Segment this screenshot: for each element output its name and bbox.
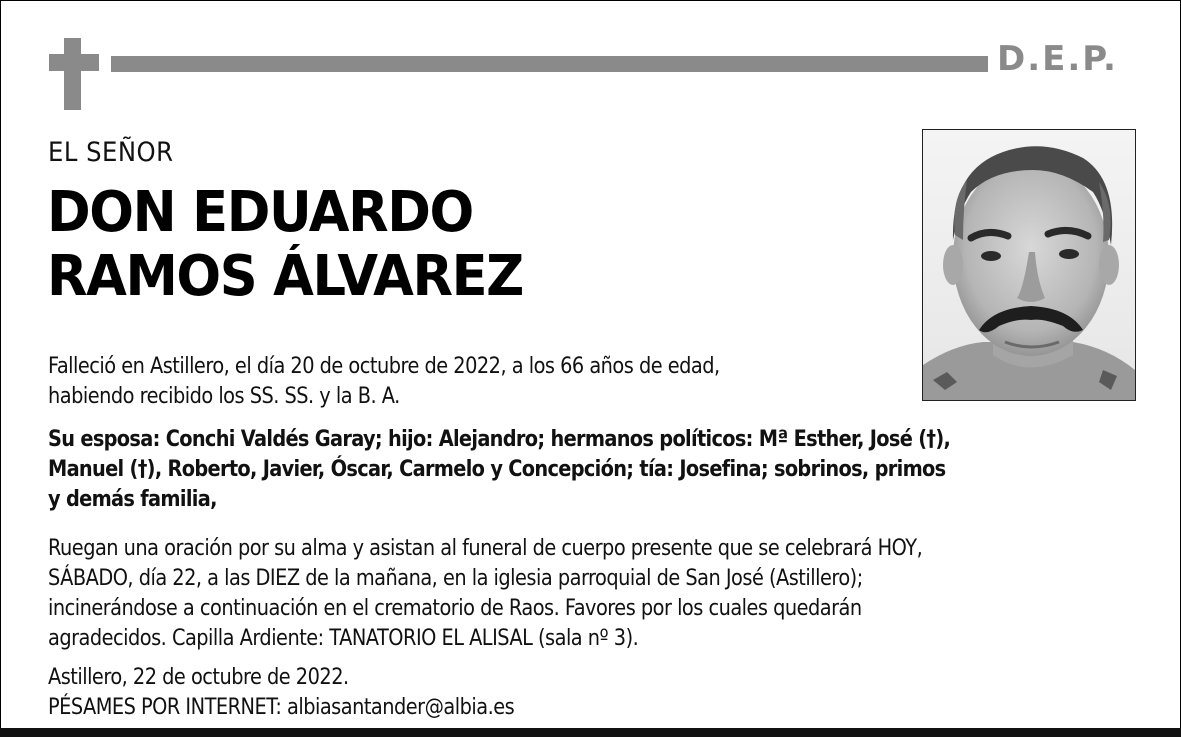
honorific: EL SEÑOR	[48, 137, 174, 168]
closing	[48, 662, 590, 722]
bottom-rule	[0, 728, 1181, 737]
family-line-2: Manuel (†), Roberto, Javier, Óscar, Carmelo y Concepción; tía: Josefina; sobrinos, primos	[48, 456, 946, 482]
family-line-3: y demás familia,	[48, 486, 217, 512]
deceased-name	[47, 181, 553, 309]
portrait-image	[923, 130, 1135, 400]
death-line-2: habiendo recibido los SS. SS. y la B. A.	[48, 383, 400, 409]
name-line-2: RAMOS ÁLVAREZ	[47, 244, 523, 309]
family-list	[48, 424, 1097, 514]
funeral-line-4: agradecidos. Capilla Ardiente: TANATORIO EL ALISAL (sala nº 3).	[48, 625, 639, 651]
condolences-line: PÉSAMES POR INTERNET: albiasantander@albia.es	[48, 694, 515, 720]
death-line-1: Falleció en Astillero, el día 20 de octubre de 2022, a los 66 años de edad,	[48, 353, 720, 379]
dep-label: D.E.P.	[997, 39, 1118, 79]
place-date: Astillero, 22 de octubre de 2022.	[48, 664, 349, 690]
funeral-line-3: incinerándose a continuación en el crematorio de Raos. Favores por los cuales quedarán	[48, 595, 862, 621]
family-line-1: Su esposa: Conchi Valdés Garay; hijo: Alejandro; hermanos políticos: Mª Esther, José (†),	[48, 426, 951, 452]
name-line-1: DON EDUARDO	[47, 180, 473, 245]
cross-icon	[64, 38, 81, 110]
header-rule	[111, 56, 988, 72]
funeral-details	[48, 533, 1065, 653]
funeral-line-2: SÁBADO, día 22, a las DIEZ de la mañana, en la iglesia parroquial de San José (Astillero);	[48, 565, 863, 591]
portrait-photo	[922, 129, 1136, 401]
funeral-line-1: Ruegan una oración por su alma y asistan al funeral de cuerpo presente que se celebrará HOY,	[48, 535, 923, 561]
death-announcement	[48, 351, 829, 411]
cross-icon-arm	[49, 54, 99, 71]
